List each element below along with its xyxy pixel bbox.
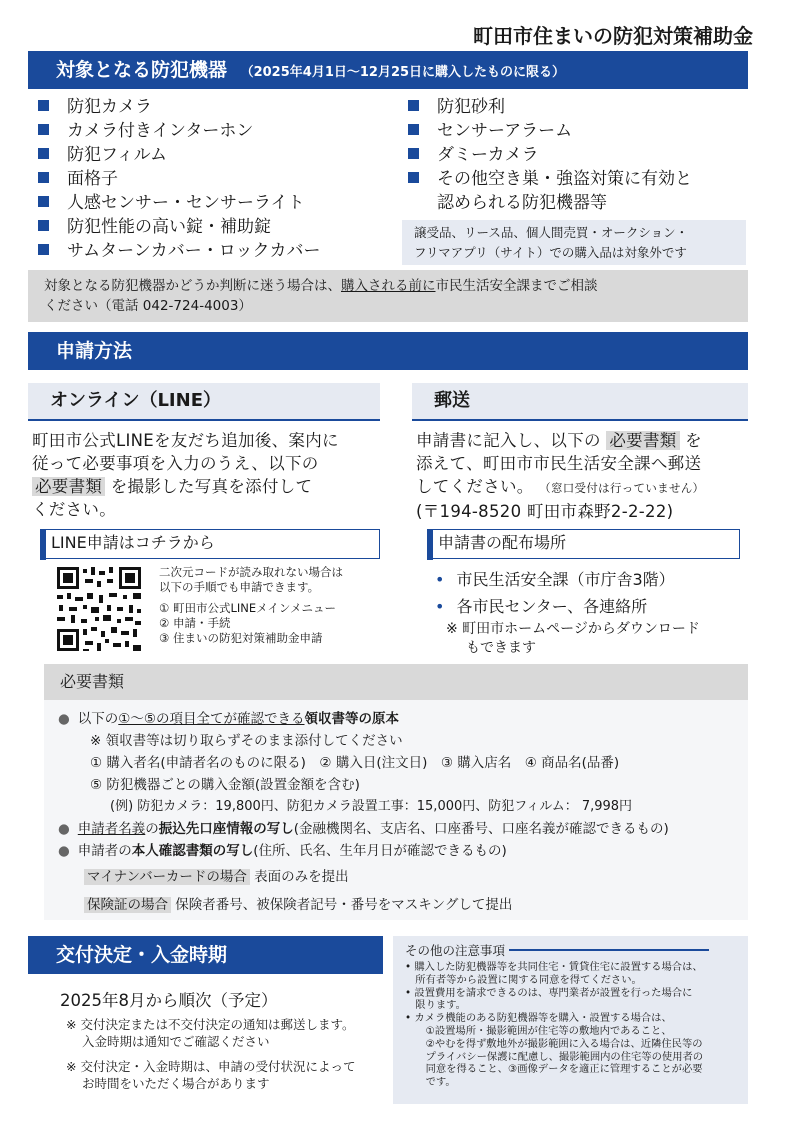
text-line: ② 申請・手続 — [159, 616, 231, 630]
receipt-example: (例) 防犯カメラ：19,800円、防犯カメラ設置工事：15,000円、防犯フィルム： 7,998円 — [110, 799, 633, 814]
consult-note — [28, 270, 748, 322]
download-note — [446, 620, 700, 658]
note-line: 限ります。 — [405, 999, 466, 1012]
text-line: 申請書に記入し、以下の — [416, 431, 601, 450]
required-docs-highlight: 必要書類 — [606, 431, 679, 450]
note-line: ②やむを得ず敷地外が撮影範囲に入る場合は、近隣住民等の — [405, 1037, 703, 1050]
online-header: オンライン（LINE） — [28, 383, 380, 421]
text-line: お時間をいただく場合があります — [82, 1076, 270, 1091]
doc-item-bank: ● 申請者名義の振込先口座情報の写し(金融機関名、支店名、口座番号、口座名義が確認できるもの) — [58, 821, 669, 837]
section-title: 対象となる防犯機器 — [56, 59, 228, 81]
form-distribution-box — [427, 529, 740, 559]
bullet-square-icon — [38, 100, 49, 111]
section-payment-header: 交付決定・入金時期 — [28, 936, 383, 974]
note-line: • 購入した防犯機器等を共同住宅・賃貸住宅に設置する場合は、 — [405, 961, 703, 973]
text-line: ① 町田市公式LINEメインメニュー — [159, 601, 337, 615]
address-line: (〒194-8520 町田市森野2-2-22) — [416, 502, 674, 521]
doc-item-id: ● 申請者の本人確認書類の写し(住所、氏名、生年月日が確認できるもの) — [58, 843, 507, 859]
required-docs-header: 必要書類 — [44, 664, 748, 700]
mail-instructions — [416, 429, 751, 523]
text-line: を — [685, 431, 702, 450]
bullet-square-icon — [408, 172, 419, 183]
qr-instructions — [159, 565, 384, 646]
list-item: • 市民生活安全課（市庁舎3階） — [435, 570, 675, 589]
list-item: ダミーカメラ — [408, 143, 692, 167]
insurance-note: 保険証の場合 保険者番号、被保険者記号・番号をマスキングして提出 — [58, 894, 669, 916]
line-apply-label: LINE申請はコチラから — [51, 533, 215, 552]
payment-schedule: 2025年8月から順次（予定） — [60, 991, 278, 1010]
mail-header: 郵送 — [412, 383, 748, 421]
bullet-square-icon — [408, 148, 419, 159]
note-line: • カメラ機能のある防犯機器等を購入・設置する場合は、 — [405, 1012, 672, 1025]
device-list-left — [38, 95, 320, 263]
qr-code-icon[interactable] — [55, 565, 143, 653]
required-docs-highlight: 必要書類 — [32, 477, 105, 496]
list-item: 防犯砂利 — [408, 95, 692, 119]
excluded-note — [402, 220, 746, 265]
line-apply-box[interactable] — [40, 529, 380, 559]
other-notes-panel — [393, 936, 748, 1104]
note-line: プライバシー保護に配慮し、撮影範囲内の住宅等の使用者の — [405, 1050, 704, 1063]
receipt-items: ① 購入者名(申請者名のものに限る) ② 購入日(注文日) ③ 購入店名 ④ 商品名(品番) — [90, 755, 620, 771]
list-item: 防犯カメラ — [38, 95, 320, 119]
section-apply-header: 申請方法 — [28, 332, 748, 370]
consult-phone: ください（電話 042-724-4003） — [44, 298, 252, 314]
text-line: 入金時期は通知でご確認ください — [82, 1034, 270, 1049]
bullet-square-icon — [38, 196, 49, 207]
text-line: 以下の手順でも申請できます。 — [159, 580, 320, 594]
list-item: 面格子 — [38, 167, 320, 191]
list-item: 防犯フィルム — [38, 143, 320, 167]
bullet-square-icon — [408, 124, 419, 135]
excluded-line: 譲受品、リース品、個人間売買・オークション・ — [414, 225, 689, 240]
bullet-square-icon — [38, 220, 49, 231]
text-line: 二次元コードが読み取れない場合は — [159, 565, 343, 579]
list-item: 人感センサー・センサーライト — [38, 191, 320, 215]
list-item: センサーアラーム — [408, 119, 692, 143]
online-instructions — [32, 429, 382, 521]
distribution-list — [435, 566, 675, 620]
text-line: ください。 — [32, 500, 116, 519]
text-line: 町田市公式LINEを友だち追加後、案内に — [32, 431, 339, 450]
consult-text: 対象となる防犯機器かどうか判断に迷う場合は、 — [44, 278, 341, 294]
note-line: 同意を得ること、③画像データを適正に管理することが必要 — [405, 1063, 703, 1076]
other-notes-title: その他の注意事項 — [405, 943, 506, 958]
title-rule — [509, 949, 709, 951]
text-line: してください。 — [416, 477, 534, 496]
period-note: （2025年4月1日〜12月25日に購入したものに限る） — [240, 65, 566, 80]
receipt-note: ※ 領収書等は切り取らずそのまま添付してください — [90, 733, 403, 749]
distribution-label: 申請書の配布場所 — [438, 533, 567, 552]
text-line: ③ 住まいの防犯対策補助金申請 — [159, 631, 323, 645]
page-title: 町田市住まいの防犯対策補助金 — [473, 24, 753, 48]
bullet-square-icon — [38, 244, 49, 255]
text-line: もできます — [466, 640, 536, 656]
consult-underline: 購入される前に — [341, 278, 436, 294]
list-item: サムターンカバー・ロックカバー — [38, 239, 320, 263]
list-item: • 各市民センター、各連絡所 — [435, 597, 648, 616]
text-line: 添えて、町田市市民生活安全課へ郵送 — [416, 454, 702, 473]
list-item: カメラ付きインターホン — [38, 119, 320, 143]
doc-item-receipt: ● 以下の①〜⑤の項目全てが確認できる領収書等の原本 — [58, 711, 399, 727]
payment-notes — [66, 1016, 355, 1092]
receipt-item-5: ⑤ 防犯機器ごとの購入金額(設置金額を含む) — [90, 777, 360, 793]
note-line: • 設置費用を請求できるのは、専門業者が設置を行った場合に — [405, 986, 693, 999]
list-item-continued: 認められる防犯機器等 — [437, 193, 607, 213]
consult-text: 市民生活安全課までご相談 — [435, 278, 598, 294]
bullet-square-icon — [38, 124, 49, 135]
bullet-square-icon — [38, 172, 49, 183]
note-line: ①設置場所・撮影範囲が住宅等の敷地内であること、 — [405, 1024, 672, 1037]
excluded-line: フリマアプリ（サイト）での購入品は対象外です — [414, 245, 687, 260]
window-note: （窓口受付は行っていません） — [539, 481, 705, 495]
list-item: 防犯性能の高い錠・補助錠 — [38, 215, 320, 239]
text-line: ※ 町田市ホームページからダウンロード — [446, 621, 700, 637]
list-item: その他空き巣・強盗対策に有効と — [408, 167, 692, 191]
text-line: ※ 交付決定・入金時期は、申請の受付状況によって — [66, 1059, 356, 1074]
required-docs-content — [58, 708, 669, 916]
note-line: です。 — [405, 1076, 456, 1089]
text-line: ※ 交付決定または不交付決定の通知は郵送します。 — [66, 1017, 355, 1032]
text-line: 従って必要事項を入力のうえ、以下の — [32, 454, 319, 473]
bullet-square-icon — [408, 100, 419, 111]
text-line: を撮影した写真を添付して — [110, 477, 313, 496]
note-line: 所有者等から設置に関する同意を得てください。 — [405, 973, 642, 986]
bullet-square-icon — [38, 148, 49, 159]
mynumber-note: マイナンバーカードの場合 表面のみを提出 — [58, 866, 669, 888]
device-list-right — [408, 95, 692, 215]
section-target-devices-header — [28, 51, 748, 89]
